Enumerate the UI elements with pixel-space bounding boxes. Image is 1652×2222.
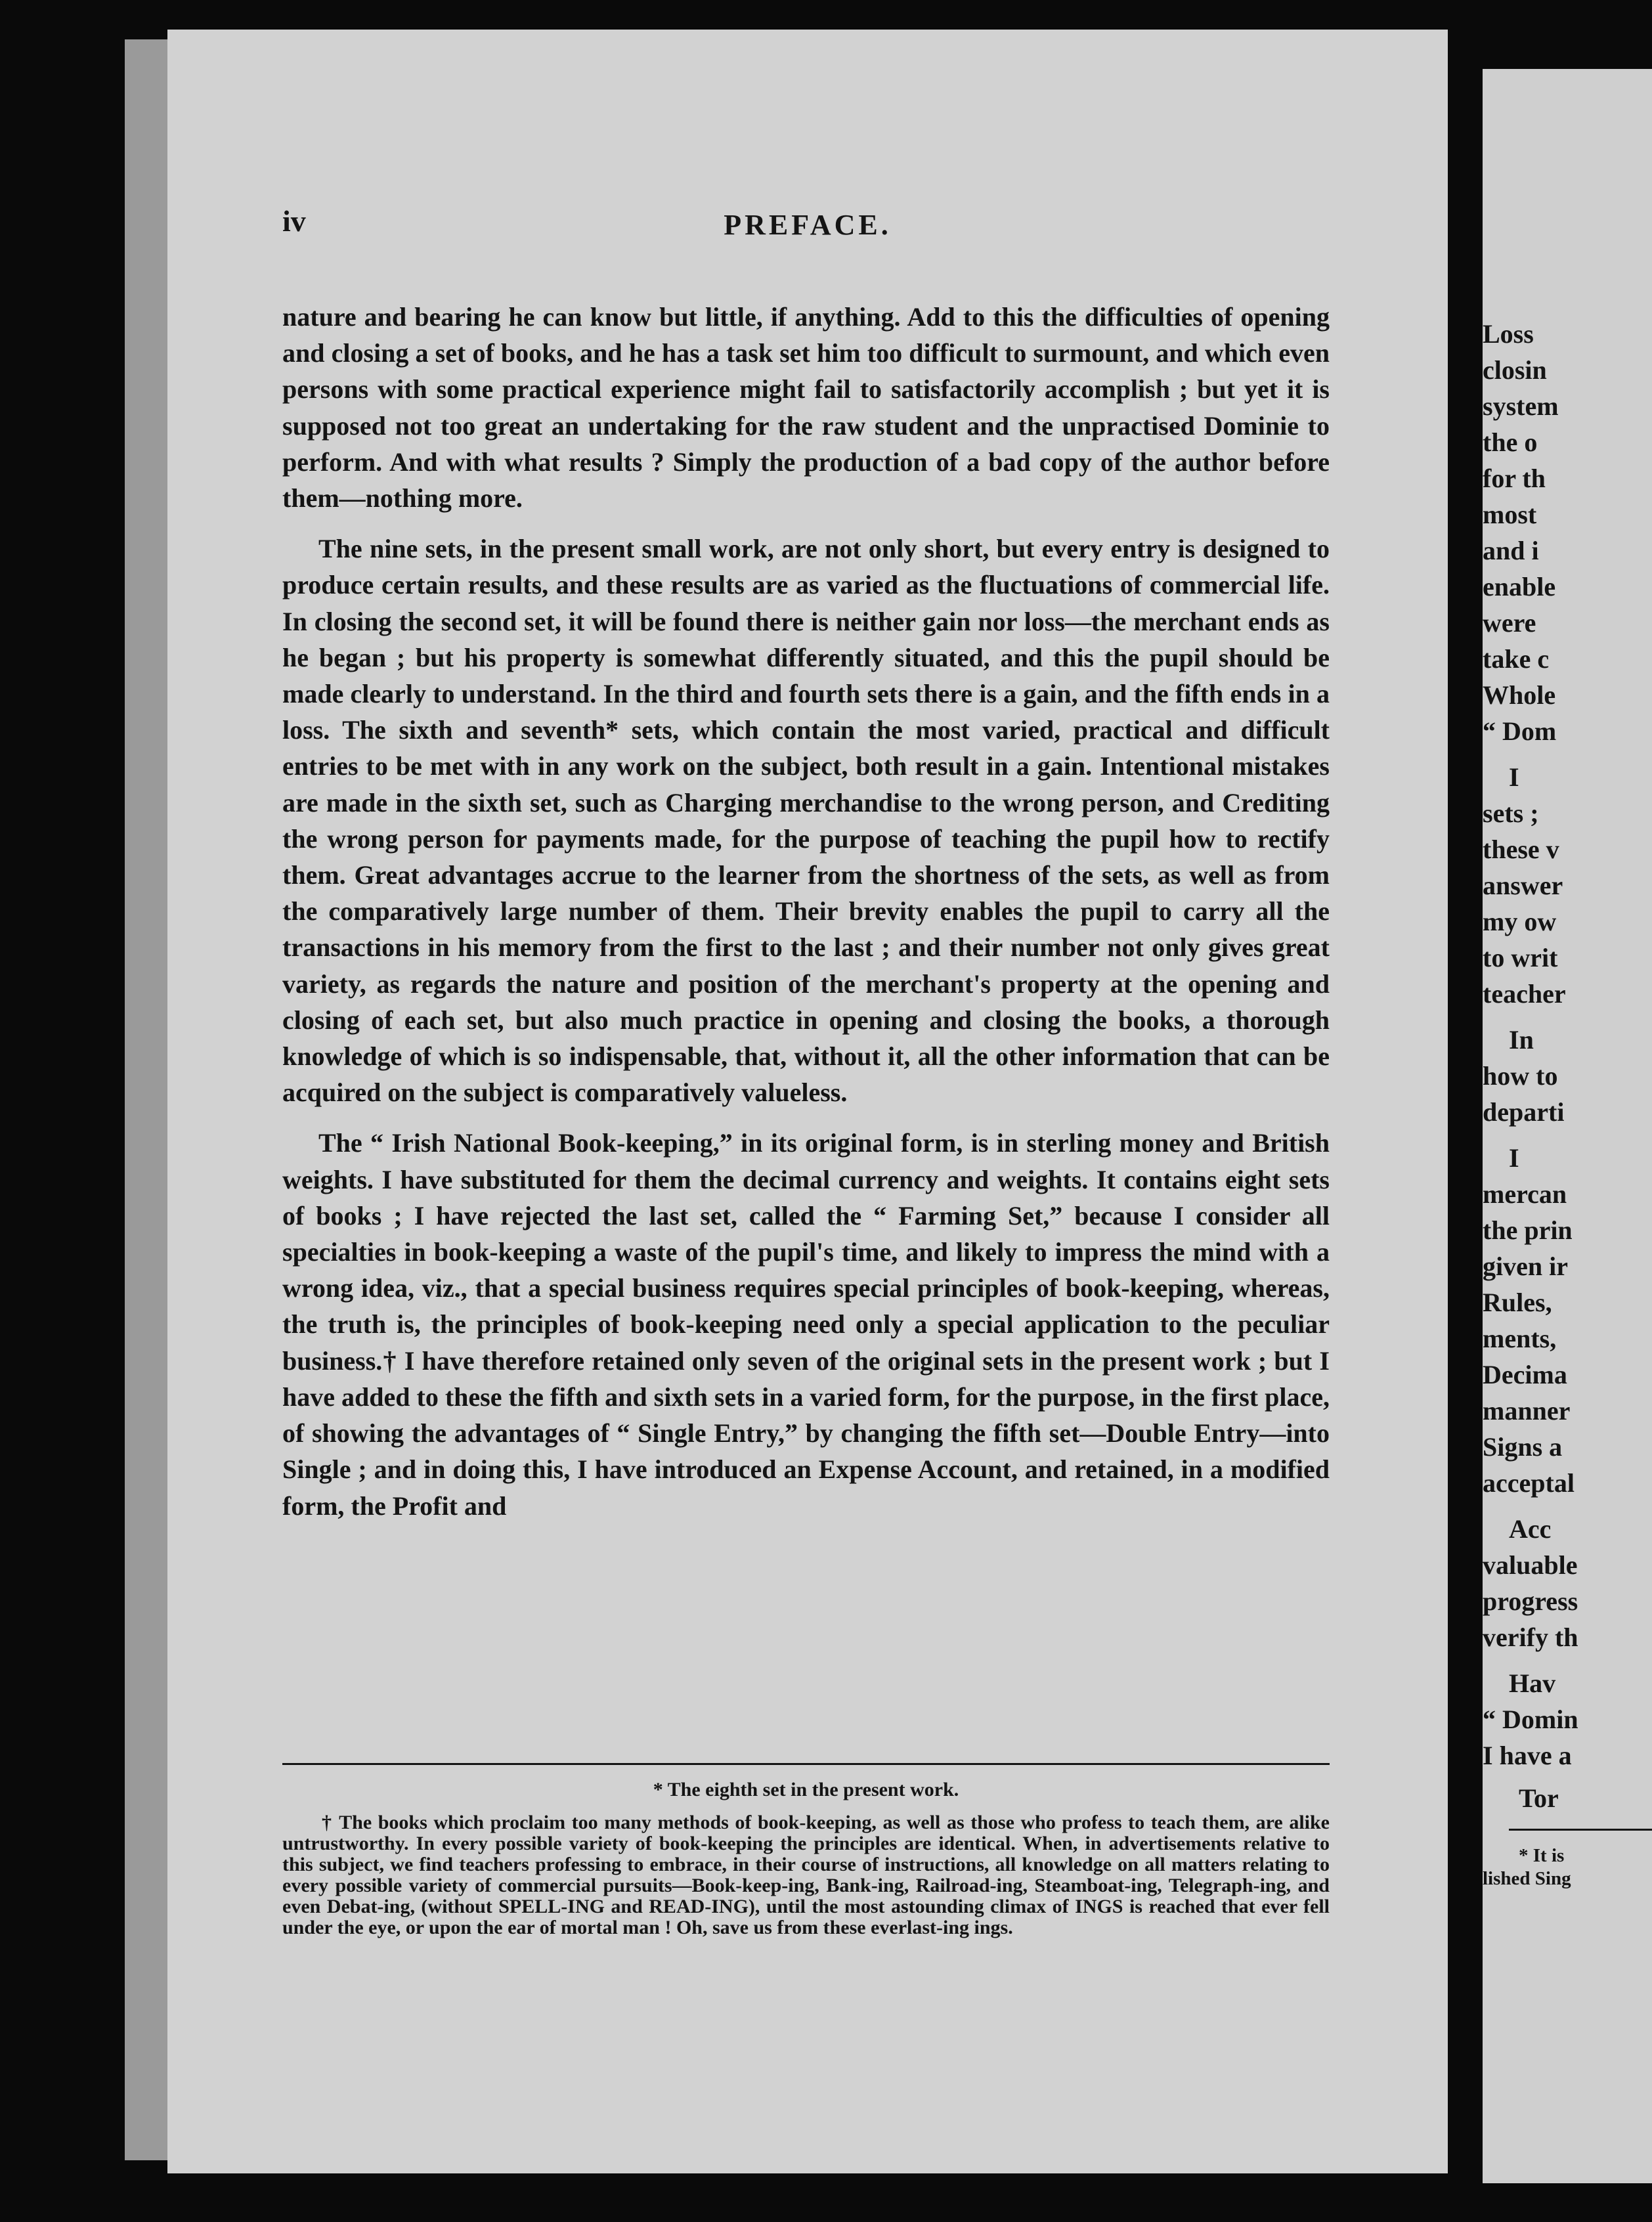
facing-page-line: acceptal	[1483, 1468, 1575, 1498]
facing-page-line: the o	[1483, 427, 1538, 457]
facing-page-line: verify th	[1483, 1623, 1578, 1652]
footnote-rule	[282, 1763, 1330, 1765]
facing-page-footnote-line: lished Sing	[1483, 1868, 1571, 1889]
facing-page-line: given ir	[1483, 1252, 1568, 1281]
facing-page-line: these v	[1483, 835, 1559, 864]
facing-page-line: valuable	[1483, 1550, 1578, 1580]
facing-page-line: and i	[1483, 536, 1539, 565]
facing-page-line: In	[1509, 1025, 1534, 1055]
facing-page-line: Tor	[1519, 1783, 1559, 1813]
footnote: * The eighth set in the present work.	[653, 1779, 959, 1800]
facing-page-line: teacher	[1483, 979, 1566, 1009]
facing-page-line: Loss	[1483, 319, 1534, 349]
facing-page-line: “ Domin	[1483, 1705, 1578, 1734]
facing-page-line: enable	[1483, 572, 1556, 601]
facing-page-line: “ Dom	[1483, 716, 1557, 746]
body-text	[282, 299, 1330, 1538]
facing-page-line: manner	[1483, 1396, 1571, 1426]
facing-page-line: Acc	[1509, 1514, 1552, 1544]
facing-page-line: most	[1483, 500, 1537, 529]
book-page	[167, 30, 1448, 2173]
page-number: iv	[282, 204, 306, 238]
left-page-edge	[125, 39, 171, 2160]
facing-page-line: were	[1483, 608, 1536, 638]
facing-page-line: Whole	[1483, 680, 1556, 710]
facing-page-line: take c	[1483, 644, 1550, 674]
facing-page-footnote-line: * It is	[1519, 1845, 1565, 1866]
facing-page-line: I	[1509, 762, 1519, 792]
paragraph: The nine sets, in the present small work, are not only short, but every entry is designed to produce certain results, and these results are as varied as the fluctuations of commercial life. In closing the second set, it will be found there is neither gain nor loss—the merchant ends as he began ; but his property is somewhat differently situated, and this the pupil should be made clearly to understand. In the third and fourth sets there is a gain, and the fifth ends in a loss. The sixth and seventh* sets, which contain the most varied, practical and difficult entries to be met with in any work on the subject, both result in a gain. Intentional mistakes are made in the sixth set, such as Charging merchandise to the wrong person, and Crediting the wrong person for payments made, for the purpose of teaching the pupil how to rectify them. Great advantages accrue to the learner from the shortness of the sets, as well as from the comparatively large number of them. Their brevity enables the pupil to carry all the transactions in his memory from the first to the last ; and their number not only gives great variety, as regards the nature and position of the merchant's property at the opening and closing of each set, but also much practice in opening and closing the books, a thorough knowledge of which is so indispensable, that, without it, all the other information that can be acquired on the subject is comparatively valueless.	[282, 534, 1330, 1108]
paragraph: The “ Irish National Book-keeping,” in its original form, is in sterling money and British weights. I have substituted for them the decimal currency and weights. It contains eight sets of books ; I have rejected the last set, called the “ Farming Set,” because I consider all specialties in book-keeping a waste of the pupil's time, and likely to impress the mind with a wrong idea, viz., that a special business requires special principles of book-keeping, whereas, the truth is, the principles of book-keeping need only a special application to the peculiar business.† I have therefore retained only seven of the original sets in the present work ; but I have added to these the fifth and sixth sets in a varied form, for the purpose, in the first place, of showing the advantages of “ Single Entry,” by changing the fifth set—Double Entry—into Single ; and in doing this, I have introduced an Expense Account, and retained, in a modified form, the Profit and	[282, 1128, 1330, 1521]
facing-page	[1483, 69, 1652, 2183]
facing-page-line: departi	[1483, 1097, 1565, 1127]
facing-page-line: Hav	[1509, 1668, 1556, 1698]
facing-page-line: answer	[1483, 871, 1563, 900]
paragraph: nature and bearing he can know but little, if anything. Add to this the difficulties of opening and closing a set of books, and he has a task set him too difficult to surmount, and which even persons with some practical experience might fail to satisfactorily accomplish ; but yet it is supposed not too great an undertaking for the raw student and the unpractised Dominie to perform. And with what results ? Simply the production of a bad copy of the author before them—nothing more.	[282, 302, 1330, 513]
footnotes	[282, 1779, 1330, 1938]
facing-page-line: I	[1509, 1143, 1519, 1173]
facing-page-line: I have a	[1483, 1741, 1572, 1770]
facing-page-line: the prin	[1483, 1215, 1573, 1245]
facing-page-line: how to	[1483, 1061, 1558, 1091]
facing-page-line: progress	[1483, 1586, 1578, 1616]
facing-page-line: system	[1483, 391, 1559, 421]
footnote: † The books which proclaim too many methods of book-keeping, as well as those who profess to teach them, are alike untrustworthy. In every possible variety of book-keeping the principles are identical. When, in advertisements relative to this subject, we find teachers professing to embrace, in their course of instructions, all knowledge on all matters relating to every possible variety of commercial pursuits—Book-keep-ing, Bank-ing, Railroad-ing, Steamboat-ing, Telegraph-ing, and even Debat-ing, (without SPELL-ING and READ-ING), until the most astounding climax of INGS is reached that ever fell under the eye, or upon the ear of mortal man ! Oh, save us from these everlast-ing ings.	[282, 1812, 1330, 1938]
running-head: PREFACE.	[724, 209, 892, 241]
facing-page-line: closin	[1483, 355, 1547, 385]
facing-page-line: sets ;	[1483, 798, 1539, 828]
facing-page-line: to writ	[1483, 943, 1558, 972]
facing-page-line: for th	[1483, 464, 1546, 493]
facing-page-line: ments,	[1483, 1324, 1557, 1353]
facing-page-line: Rules,	[1483, 1288, 1552, 1317]
facing-page-line: Decima	[1483, 1360, 1567, 1389]
facing-page-line: my ow	[1483, 907, 1557, 936]
facing-page-line: mercan	[1483, 1179, 1567, 1209]
facing-page-footnote-rule	[1509, 1829, 1652, 1831]
facing-page-line: Signs a	[1483, 1432, 1563, 1462]
